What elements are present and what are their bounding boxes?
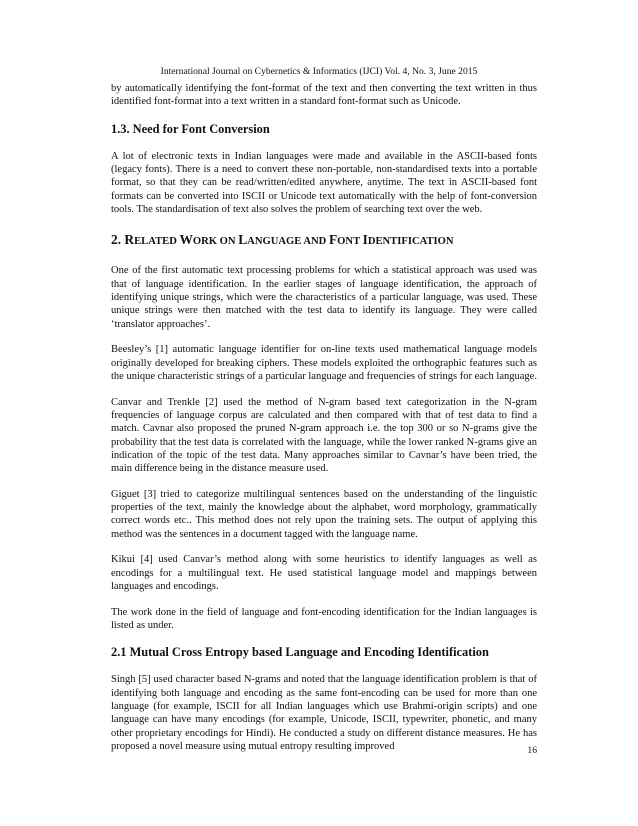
section-2-paragraph: Giguet [3] tried to categorize multilingual sentences based on the understanding of the linguistic properties of the text, mainly the knowledge about the alphabet, word morphology, grammatically correct words etc.. This method does not rely upon the training sets. The output of applying this method was the sentences in a document tagged with the language name. bbox=[111, 488, 537, 540]
section-1-3-heading: 1.3. Need for Font Conversion bbox=[111, 121, 270, 136]
section-2-heading bbox=[111, 232, 537, 250]
heading-word: LANGUAGE AND bbox=[238, 232, 329, 248]
section-2-paragraph: Canvar and Trenkle [2] used the method of N-gram based text categorization in the N-gram frequencies of language corpus are calculated and then compared with that of test data to find a match. Cavnar also proposed the pruned N-gram approach i.e. the top 300 or so N-grams give the probability that the test data is correlated with the language, while the lower ranked N-grams give an indication of the topic of the test data. Many approaches similar to Cavnar’s have been tried, the main difference being in the distance measure used. bbox=[111, 396, 537, 475]
section-2-1-paragraph: Singh [5] used character based N-grams and noted that the language identification problem is that of identifying both language and encoding as the same font-encoding can be used for more than one language (for example, ISCII for all Indian languages which use Brahmi-origin scripts) and one language can have many encodings (for example, Unicode, ISCII, typewriter, phonetic, and many other proprietary encodings for Hindi). He conducted a study on different distance measures. He has proposed a novel measure using mutual entropy resulting improved bbox=[111, 674, 537, 752]
heading-word: RELATED bbox=[124, 232, 180, 248]
heading-word: IDENTIFICATION bbox=[362, 232, 454, 248]
page-number: 16 bbox=[527, 745, 537, 756]
heading-word: WORK ON bbox=[179, 232, 239, 248]
section-2-paragraph: One of the first automatic text processing problems for which a statistical approach was used was that of language identification. In the earlier stages of language identification, the approach of identifying unique strings, which were the characteristics of a particular language, was used. These unique strings were then matched with the test data to identify its language. They were called ‘translator approaches’. bbox=[111, 265, 537, 330]
heading-word: FONT bbox=[328, 232, 363, 248]
section-2-number: 2. bbox=[111, 232, 122, 248]
intro-paragraph: by automatically identifying the font-format of the text and then converting the text written in thus identified font-format into a text written in a standard font-format such as Unicode. bbox=[111, 83, 537, 108]
section-2-1-heading: 2.1 Mutual Cross Entropy based Language and Encoding Identification bbox=[111, 645, 489, 660]
section-2-paragraph: Beesley’s [1] automatic language identifier for on-line texts used mathematical language models originally developed for breaking ciphers. These models exploited the orthographic features such as the unique characteristic strings of a particular language and frequencies of strings for each language. bbox=[111, 344, 537, 382]
journal-header: International Journal on Cybernetics & Informatics (IJCI) Vol. 4, No. 3, June 2015 bbox=[160, 66, 478, 77]
section-2-paragraph: Kikui [4] used Canvar’s method along with some heuristics to identify languages as well as encodings for a multilingual text. He used statistical language model and mappings between languages and encodings. bbox=[111, 554, 537, 593]
page-body bbox=[111, 82, 537, 753]
section-1-3-paragraph: A lot of electronic texts in Indian languages were made and available in the ASCII-based fonts (legacy fonts). There is a need to convert these non-portable, non-standardised texts into a portable format, so that they can be read/written/edited anywhere, anytime. The text in ASCII-based font formats can be converted into ISCII or Unicode text automatically with the help of font-conversion tools. The standardisation of text also solves the problem of searching text over the web. bbox=[111, 150, 537, 216]
section-2-paragraph: The work done in the field of language and font-encoding identification for the Indian languages is listed as under. bbox=[111, 606, 537, 631]
